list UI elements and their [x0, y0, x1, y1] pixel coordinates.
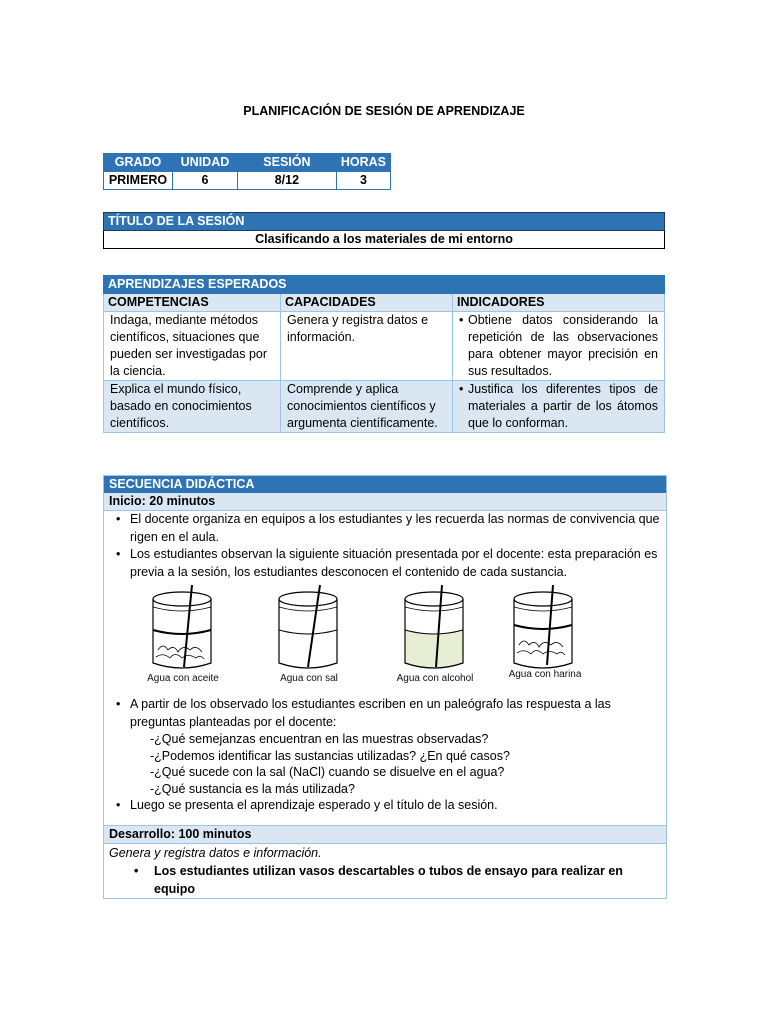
value-unidad: 6	[172, 172, 237, 190]
sequence-band: SECUENCIA DIDÁCTICA	[104, 476, 666, 493]
value-horas: 3	[336, 172, 390, 190]
list-item: • El docente organiza en equipos a los estudiantes y les recuerda las normas de convivencia que rigen en el aula.	[104, 511, 666, 546]
info-table	[103, 153, 391, 190]
col-competencias: COMPETENCIAS	[104, 294, 281, 312]
inicio-list-end	[104, 797, 666, 815]
question-item: -¿Qué semejanzas encuentran en las muestras observadas?	[150, 732, 489, 746]
session-title-table	[103, 212, 665, 249]
header-sesion: SESIÓN	[237, 154, 336, 172]
indicador-text: Justifica los diferentes tipos de materiales a partir de los átomos que lo conforman.	[468, 382, 658, 430]
desarrollo-capacity: Genera y registra datos e información.	[109, 845, 322, 860]
beaker-salt-icon	[274, 585, 344, 675]
table-row	[104, 381, 665, 433]
col-capacidades: CAPACIDADES	[281, 294, 453, 312]
question-item: -¿Podemos identificar las sustancias utilizadas? ¿En qué casos?	[150, 748, 510, 763]
learning-band: APRENDIZAJES ESPERADOS	[104, 276, 665, 294]
list-item: • A partir de los observado los estudiantes escriben en un paleógrafo las respuesta a las preguntas planteadas por el docente:	[104, 696, 666, 731]
value-grado: PRIMERO	[104, 172, 173, 190]
beaker-caption: Agua con sal	[280, 673, 338, 684]
bullet-icon: •	[459, 382, 464, 396]
capacidad-cell: Genera y registra datos e información.	[281, 312, 453, 381]
competencia-cell: Explica el mundo físico, basado en conocimientos científicos.	[104, 381, 281, 433]
list-item: • Los estudiantes observan la siguiente situación presentada por el docente: esta preparación es previa a la sesión, los estudiantes desconocen el contenido de cada sustancia.	[104, 546, 666, 581]
sequence-section	[103, 475, 667, 899]
desarrollo-label: Desarrollo: 100 minutos	[104, 825, 666, 844]
beaker-oil-icon	[148, 585, 218, 675]
capacidad-cell: Comprende y aplica conocimientos científicos y argumenta científicamente.	[281, 381, 453, 433]
beaker-caption: Agua con harina	[508, 669, 582, 680]
value-sesion: 8/12	[237, 172, 336, 190]
beaker-illustration	[104, 581, 666, 696]
col-indicadores: INDICADORES	[453, 294, 665, 312]
bullet-icon: •	[459, 313, 464, 327]
question-item: -¿Qué sustancia es la más utilizada?	[150, 781, 355, 796]
list-item: • Los estudiantes utilizan vasos descartables o tubos de ensayo para realizar en equipo	[104, 862, 666, 898]
indicador-text: Obtiene datos considerando la repetición de las observaciones para obtener mayor precisión en sus resultados.	[468, 313, 658, 378]
page-title: PLANIFICACIÓN DE SESIÓN DE APRENDIZAJE	[243, 104, 525, 118]
session-title-label: TÍTULO DE LA SESIÓN	[104, 213, 665, 231]
question-item: -¿Qué sucede con la sal (NaCl) cuando se disuelve en el agua?	[150, 765, 505, 779]
competencia-cell: Indaga, mediante métodos científicos, situaciones que pueden ser investigadas por la ciencia.	[104, 312, 281, 381]
beaker-caption: Agua con aceite	[147, 673, 219, 684]
beaker-alcohol-icon	[400, 585, 470, 675]
indicador-cell	[453, 381, 665, 433]
inicio-list-continued	[104, 696, 666, 731]
session-title-value: Clasificando a los materiales de mi entorno	[104, 231, 665, 249]
list-item: • Luego se presenta el aprendizaje esperado y el título de la sesión.	[104, 797, 666, 815]
beaker-flour-icon	[509, 585, 579, 675]
inicio-label: Inicio: 20 minutos	[104, 493, 666, 511]
indicador-cell	[453, 312, 665, 381]
learning-table	[103, 275, 665, 433]
table-row	[104, 312, 665, 381]
header-unidad: UNIDAD	[172, 154, 237, 172]
beaker-caption: Agua con alcohol	[396, 673, 474, 684]
header-grado: GRADO	[104, 154, 173, 172]
inicio-list	[104, 511, 666, 581]
header-horas: HORAS	[336, 154, 390, 172]
